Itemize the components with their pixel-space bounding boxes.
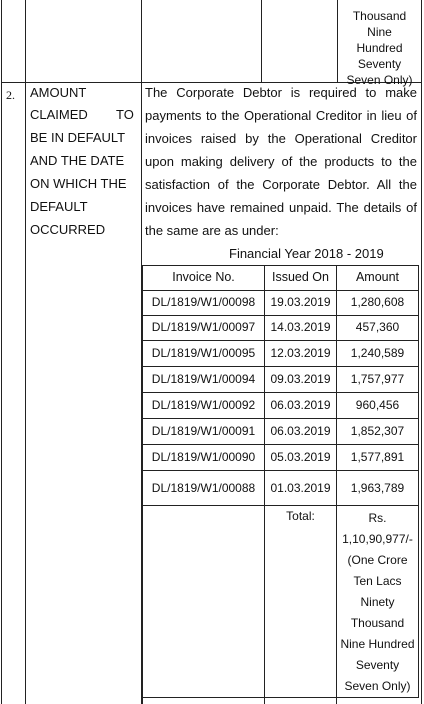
- description-line: The Corporate Debtor is required to make: [145, 85, 417, 100]
- invoice-table-border-right: [418, 265, 419, 697]
- invoice-number: DL/1819/W1/00098: [151, 295, 256, 309]
- issue-date: 14.03.2019: [270, 320, 331, 334]
- top-amount-line: Thousand: [352, 9, 407, 23]
- financial-year-label: Financial Year 2018 - 2019: [229, 246, 384, 261]
- invoice-number: DL/1819/W1/00088: [151, 481, 256, 495]
- heading-line: AMOUNT: [30, 85, 87, 100]
- top-amount-line: Nine: [367, 25, 392, 39]
- issue-date: 09.03.2019: [270, 372, 331, 386]
- top-amount-line: Seven Only): [346, 73, 413, 87]
- issue-date: 19.03.2019: [270, 295, 331, 309]
- outer-divider-number: [25, 0, 26, 704]
- issue-date: 12.03.2019: [270, 346, 331, 360]
- heading-line: BE IN DEFAULT: [30, 130, 126, 145]
- total-line: Ten Lacs: [353, 574, 402, 588]
- invoice-table-rule: [142, 470, 419, 471]
- header-amount: Amount: [355, 270, 400, 284]
- top-amount-line: Hundred: [356, 41, 403, 55]
- invoice-table-rule: [142, 315, 419, 316]
- total-label: Total:: [286, 509, 315, 523]
- invoice-table-rule: [142, 418, 419, 419]
- description-line: the same are as under:: [145, 223, 279, 238]
- header-invoice-no: Invoice No.: [172, 270, 235, 284]
- description-line: payments to the Operational Creditor in lieu of: [145, 108, 417, 123]
- total-line: Ninety: [360, 595, 395, 609]
- issue-date: 06.03.2019: [270, 398, 331, 412]
- heading-line: CLAIMED: [30, 107, 88, 122]
- top-amount-in-words: [338, 8, 421, 88]
- outer-border-left: [1, 0, 2, 704]
- invoice-number: DL/1819/W1/00091: [151, 424, 256, 438]
- total-line: Seven Only): [344, 679, 411, 693]
- invoice-amount: 960,456: [355, 398, 400, 412]
- invoice-number: DL/1819/W1/00090: [151, 450, 256, 464]
- invoice-table-rule: [142, 505, 419, 506]
- invoice-amount: 1,963,789: [350, 481, 405, 495]
- issue-date: 06.03.2019: [270, 424, 331, 438]
- row-number: 2.: [6, 88, 15, 102]
- header-issued-on: Issued On: [272, 270, 329, 284]
- heading-line: AND THE DATE: [30, 153, 125, 168]
- total-line: Seventy: [355, 658, 400, 672]
- invoice-amount: 457,360: [355, 320, 400, 334]
- invoice-number: DL/1819/W1/00095: [151, 346, 256, 360]
- description-line: upon making delivery of the products to the: [145, 154, 417, 169]
- invoice-amount: 1,757,977: [350, 372, 405, 386]
- total-line: Nine Hundred: [340, 637, 415, 651]
- total-line: 1,10,90,977/-: [342, 532, 413, 546]
- invoice-number: DL/1819/W1/00094: [151, 372, 256, 386]
- issue-date: 01.03.2019: [270, 481, 331, 495]
- heading-line: OCCURRED: [30, 222, 106, 237]
- invoice-table-rule: [142, 340, 419, 341]
- invoice-amount: 1,280,608: [350, 295, 405, 309]
- invoice-table-rule: [142, 444, 419, 445]
- invoice-amount: 1,852,307: [350, 424, 405, 438]
- total-line: (One Crore: [347, 553, 408, 567]
- invoice-table-rule: [142, 290, 419, 291]
- invoice-table-rule: [142, 392, 419, 393]
- invoice-number: DL/1819/W1/00097: [151, 320, 256, 334]
- issue-date: 05.03.2019: [270, 450, 331, 464]
- description-line: invoices have remained unpaid. The details of: [145, 200, 417, 215]
- total-line: Rs.: [368, 511, 387, 525]
- heading-line: DEFAULT: [30, 199, 88, 214]
- outer-border-right: [421, 0, 422, 704]
- top-table-col1: [261, 0, 262, 82]
- invoice-number: DL/1819/W1/00092: [151, 398, 256, 412]
- total-line: Thousand: [350, 616, 405, 630]
- invoice-amount: 1,240,589: [350, 346, 405, 360]
- description-line: satisfaction of the Corporate Debtor. All the: [145, 177, 417, 192]
- invoice-amount: 1,577,891: [350, 450, 405, 464]
- heading-line: TO: [116, 107, 134, 122]
- invoice-table-rule: [142, 366, 419, 367]
- top-amount-line: Seventy: [357, 57, 402, 71]
- invoice-table-bottom: [142, 697, 419, 698]
- description-line: invoices raised by the Operational Creditor: [145, 131, 417, 146]
- invoice-table-rule: [142, 265, 419, 266]
- total-amount: [337, 508, 418, 697]
- heading-line: ON WHICH THE: [30, 176, 127, 191]
